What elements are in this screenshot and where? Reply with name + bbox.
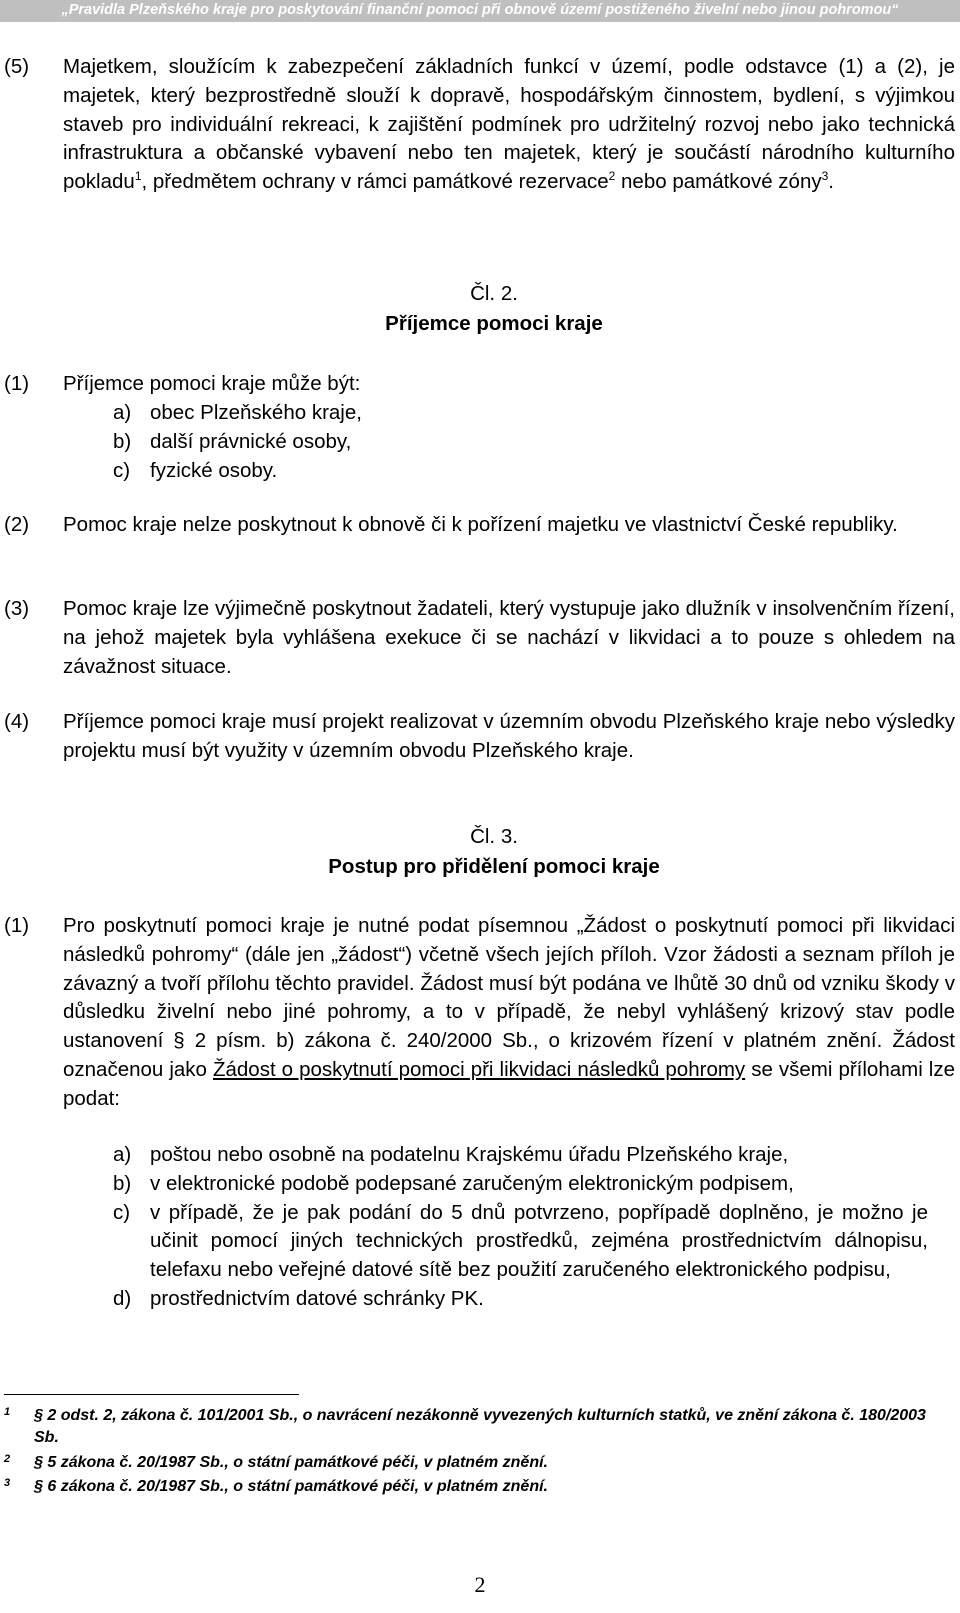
article-number: Čl. 3.: [470, 825, 518, 848]
footnote-mark: 2: [4, 1453, 11, 1465]
paragraph-3: [0, 595, 955, 681]
paragraph-4: [0, 708, 955, 766]
paragraph-5: [0, 53, 955, 197]
list-item: a) poštou nebo osobně na podatelnu Krajskému úřadu Plzeňského kraje,: [113, 1143, 789, 1166]
recipient-list: [113, 399, 813, 485]
list-item: b) další právnické osoby,: [113, 429, 352, 453]
paragraph-number: (5): [4, 55, 30, 78]
article-title: Postup pro přidělení pomoci kraje: [328, 855, 660, 878]
paragraph-text: Majetkem, sloužícím k zabezpečení základních funkcí v území, podle odstavce (1) a (2), je majetek, který bezprostředně slouží k dopravě, hospodářským činnostem, bydlení, s výjimkou staveb pro individuální rekreaci, k zajištění podmínek pro udržitelný rozvoj nebo jako technická infrastruktura a občanské vybavení nebo ten majetek, který je součástí národního kulturního pokladu$^1$, předmětem ochrany v rámci památkové rezervace$^2$ nebo památkové zóny$^3$.: [63, 55, 955, 194]
paragraph-1: [0, 370, 955, 399]
paragraph-1: [0, 912, 955, 1114]
footnote-separator: [4, 1394, 299, 1395]
document-header: „Pravidla Plzeňského kraje pro poskytování finanční pomoci při obnově území postiženého živelní nebo jinou pohromou“: [0, 0, 960, 22]
article-title: Příjemce pomoci kraje: [385, 312, 603, 335]
submission-list: [113, 1141, 928, 1314]
paragraph-2: [0, 511, 955, 540]
paragraph-number: (2): [4, 513, 30, 536]
paragraph-text: Pomoc kraje nelze poskytnout k obnově či k pořízení majetku ve vlastnictví České republiky.: [63, 513, 898, 536]
list-item: d) prostřednictvím datové schránky PK.: [113, 1286, 484, 1310]
paragraph-number: (3): [4, 597, 30, 620]
form-name: Žádost o poskytnutí pomoci při likvidaci následků pohromy: [212, 1057, 746, 1081]
footnote-3: 3 § 6 zákona č. 20/1987 Sb., o státní památkové péči, v platném znění.: [4, 1476, 954, 1498]
paragraph-text: Příjemce pomoci kraje může být:: [63, 372, 361, 395]
list-item: c) v případě, že je pak podání do 5 dnů potvrzeno, popřípadě doplněno, je možno je učinit pomocí jiných technických prostředků, zejména prostřednictvím dálnopisu, telefaxu nebo veřejné datové sítě bez použití zaručeného elektronického podpisu,: [113, 1200, 928, 1282]
footnote-ref-1[interactable]: 1: [134, 169, 142, 184]
paragraph-number: (4): [4, 710, 30, 733]
paragraph-number: (1): [4, 914, 30, 937]
footnote-2: 2 § 5 zákona č. 20/1987 Sb., o státní památkové péči, v platném znění.: [4, 1452, 954, 1474]
footnote-ref-3[interactable]: 3: [821, 169, 829, 184]
footnote-ref-2[interactable]: 2: [608, 169, 616, 184]
paragraph-text: Příjemce pomoci kraje musí projekt realizovat v územním obvodu Plzeňského kraje nebo výsledky projektu musí být využity v územním obvodu Plzeňského kraje.: [63, 710, 955, 762]
paragraph-text: Pomoc kraje lze výjimečně poskytnout žadateli, který vystupuje jako dlužník v insolvenčním řízení, na jehož majetek byla vyhlášena exekuce či se nachází v likvidaci a to pouze s ohledem na závažnost situace.: [63, 597, 955, 678]
footnote-mark: 1: [4, 1406, 11, 1418]
list-item: a) obec Plzeňského kraje,: [113, 401, 362, 424]
list-item: c) fyzické osoby.: [113, 458, 278, 482]
list-item: b) v elektronické podobě podepsané zaručeným elektronickým podpisem,: [113, 1171, 794, 1195]
page-number: 2: [474, 1572, 486, 1597]
footnote-mark: 3: [4, 1477, 11, 1489]
paragraph-number: (1): [4, 372, 30, 395]
footnote-1: 1 § 2 odst. 2, zákona č. 101/2001 Sb., o navrácení nezákonně vyvezených kulturních statků, ve znění zákona č. 180/2003 Sb.: [4, 1405, 954, 1449]
article-number: Čl. 2.: [470, 282, 518, 305]
paragraph-text: Pro poskytnutí pomoci kraje je nutné podat písemnou „Žádost o poskytnutí pomoci při likvidaci následků pohromy“ (dále jen „žádost“) včetně všech jejích příloh. Vzor žádosti a seznam příloh je závazný a tvoří přílohu těchto pravidel. Žádost musí být podána ve lhůtě 30 dnů od vzniku škody v důsledku živelní nebo jiné pohromy, a to v případě, že nebyl vyhlášený krizový stav podle ustanovení § 2 písm. b) zákona č. 240/2000 Sb., o krizovém řízení v platném znění. Žádost označenou jako Žádost o poskytnutí pomoci při likvidaci následků pohromy se všemi přílohami lze podat:: [63, 914, 955, 1110]
